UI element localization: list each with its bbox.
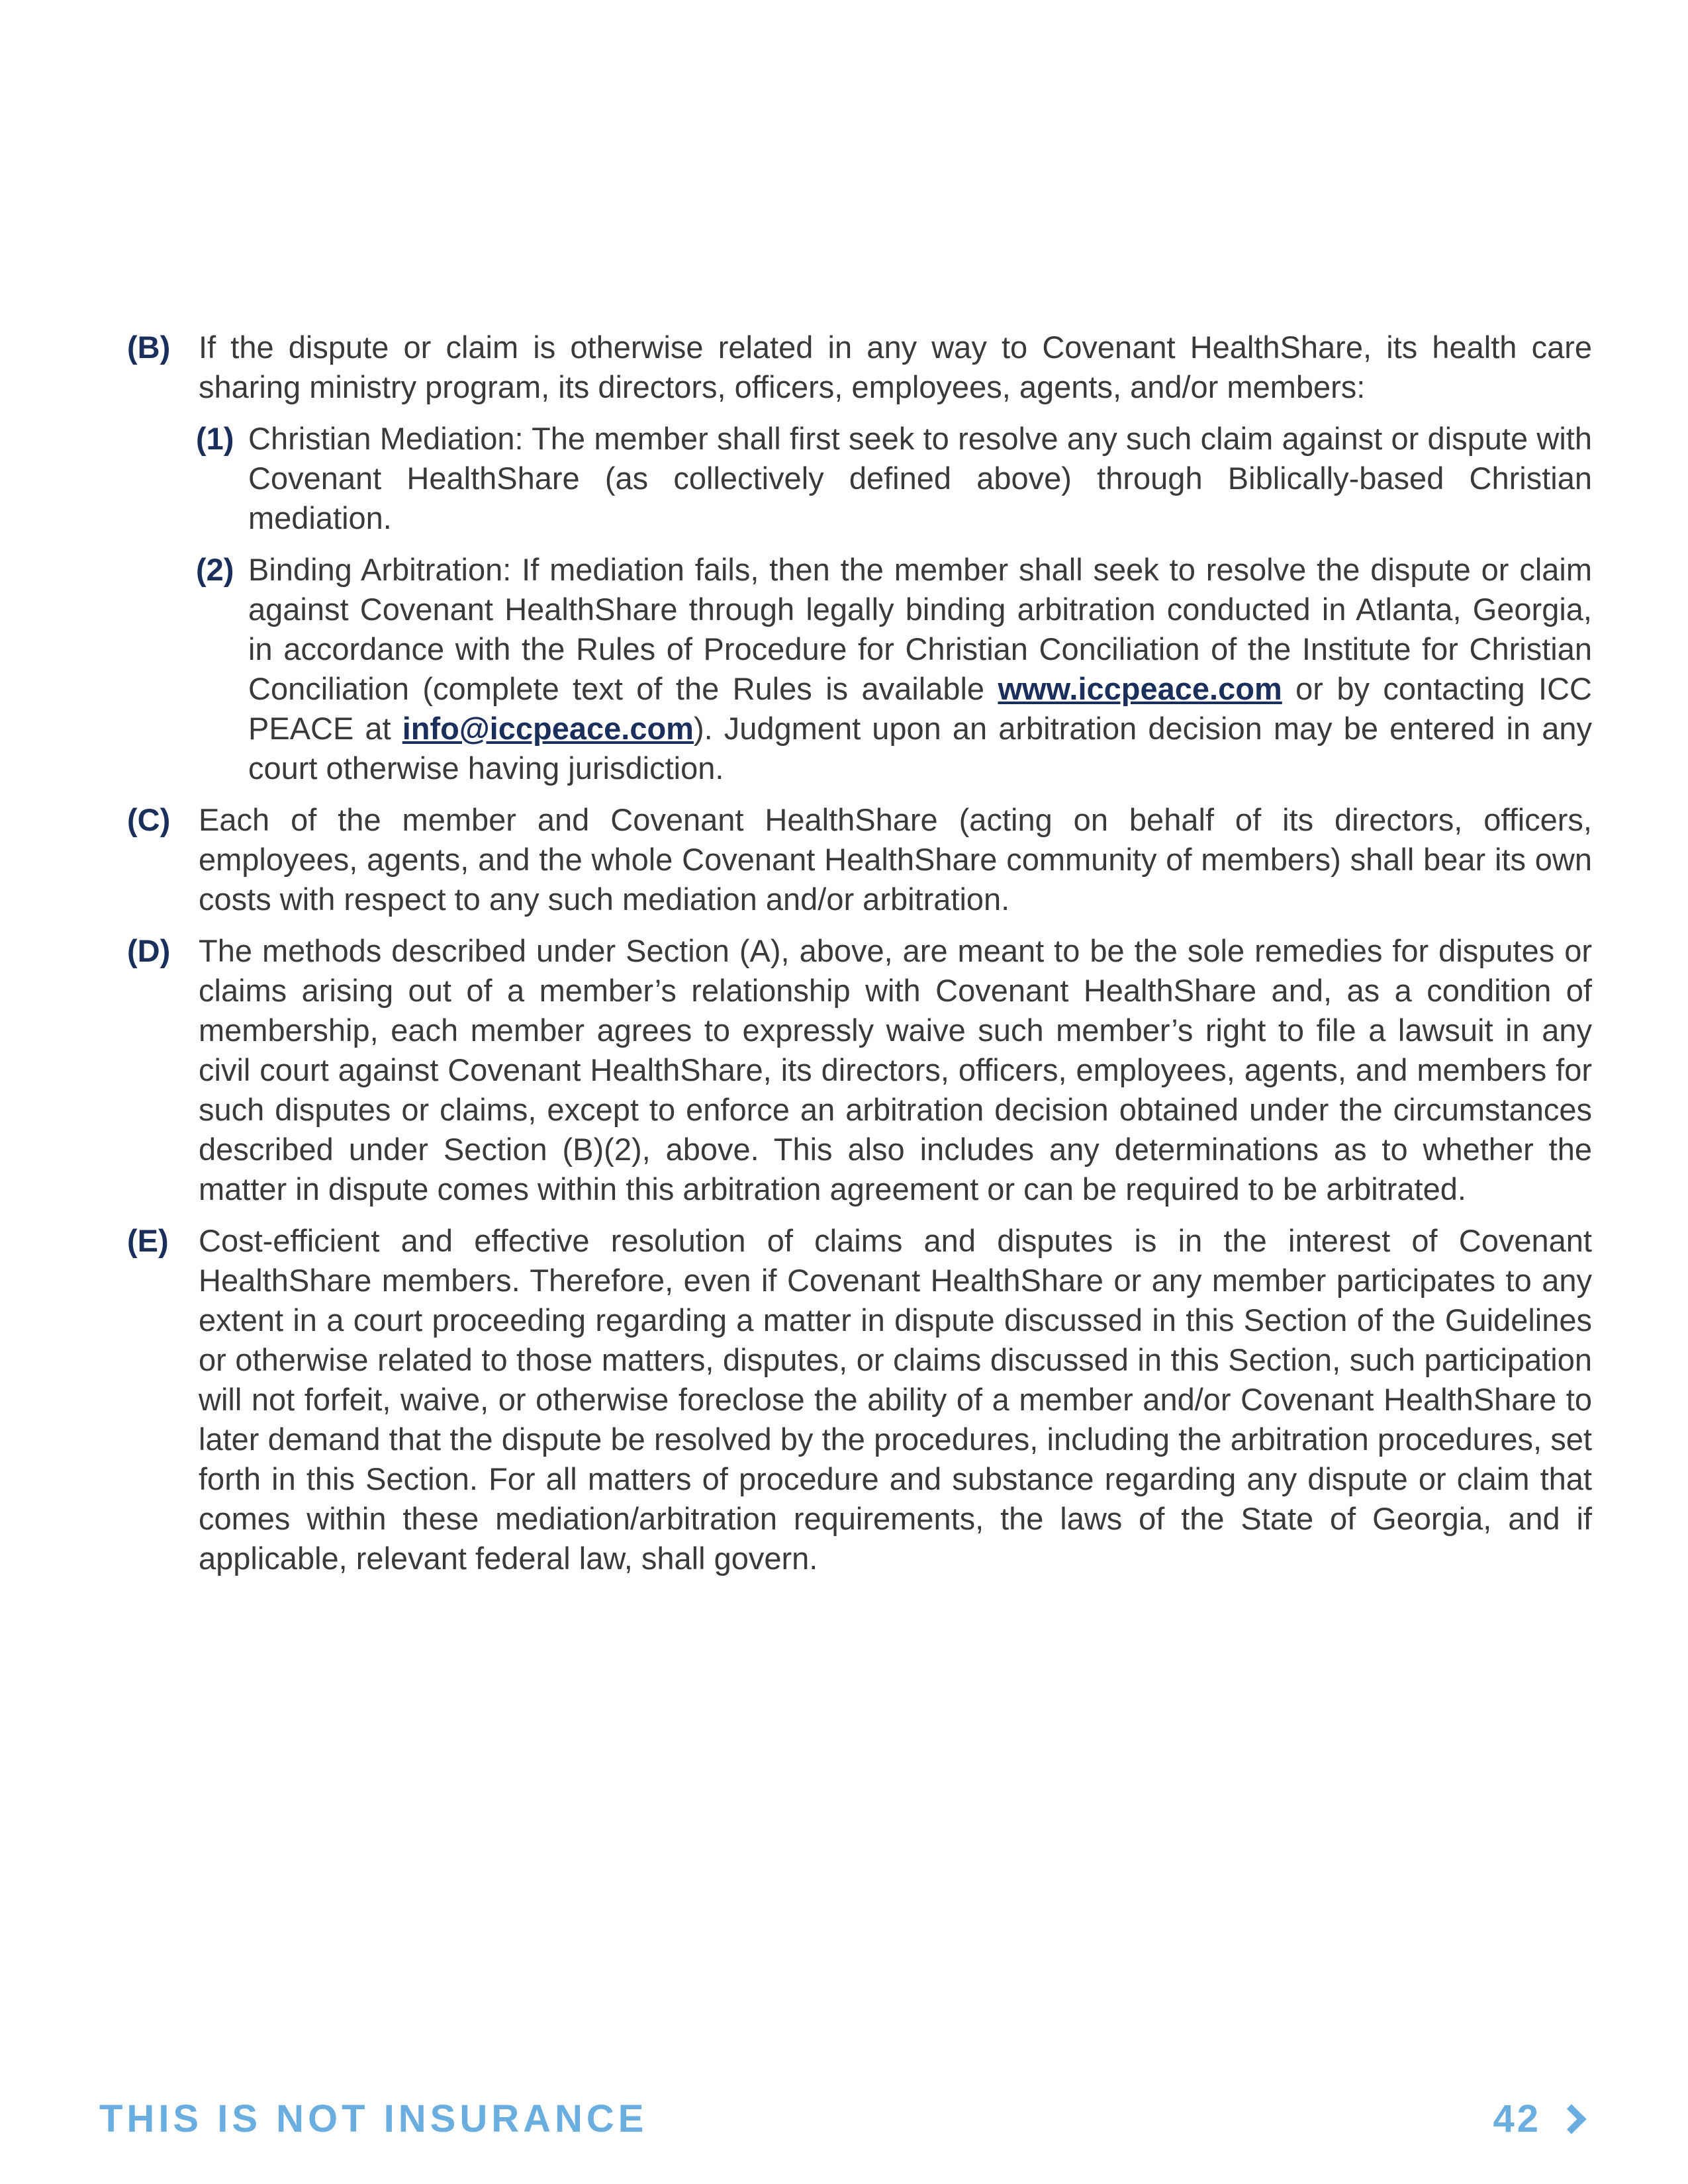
page-number: 42: [1493, 2097, 1541, 2140]
section-b-sublist: [196, 419, 1593, 788]
section-b-2: [196, 550, 1593, 788]
section-b: [99, 328, 1592, 788]
chevron-right-icon[interactable]: [1556, 2104, 1586, 2134]
section-text: [248, 550, 1592, 788]
section-b-1: [196, 419, 1592, 538]
text-segment: Binding Arbitration: If mediation fails, then the member shall seek to resolve the dispute or claim against Covenant HealthShare through legally binding arbitration conducted in Atlanta, Georgia, in accordance with the Rules of Procedure for Christian Conciliation of the Institute for Christian Conciliation (complete text of the Rules is available: [248, 552, 1592, 706]
footer-disclaimer: THIS IS NOT INSURANCE: [99, 2097, 648, 2140]
section-text: Christian Mediation: The member shall first seek to resolve any such claim against or dispute with Covenant HealthShare (as collectively defined above) through Biblically-based Christian mediation.: [248, 421, 1592, 535]
section-marker: (1): [196, 421, 234, 456]
section-e: [99, 1221, 1592, 1578]
section-text: If the dispute or claim is otherwise related in any way to Covenant HealthShare, its health care sharing ministry program, its directors, officers, employees, agents, and/or members:: [199, 330, 1592, 404]
footer-pagination: [1493, 2097, 1589, 2141]
section-text: Each of the member and Covenant HealthShare (acting on behalf of its directors, officers, employees, agents, and the whole Covenant HealthShare community of members) shall bear its own costs with respect to any such mediation and/or arbitration.: [199, 802, 1592, 917]
section-c: [99, 800, 1592, 919]
section-marker: (D): [127, 933, 171, 968]
section-text: Cost-efficient and effective resolution of claims and disputes is in the interest of Covenant HealthShare members. Therefore, even if Covenant HealthShare or any member participates to any extent in a court proceeding regarding a matter in dispute discussed in this Section of the Guidelines or otherwise related to those matters, disputes, or claims discussed in this Section, such participation will not forfeit, waive, or otherwise foreclose the ability of a member and/or Covenant HealthShare to later demand that the dispute be resolved by the procedures, including the arbitration procedures, set forth in this Section. For all matters of procedure and substance regarding any dispute or claim that comes within these mediation/arbitration requirements, the laws of the State of Georgia, and if applicable, relevant federal law, shall govern.: [199, 1223, 1592, 1576]
text-segment: ). Judgment upon an arbitration decision may be entered in any court otherwise having jurisdiction.: [248, 711, 1592, 786]
website-link[interactable]: www.iccpeace.com: [998, 671, 1282, 706]
section-marker: (C): [127, 802, 171, 837]
section-marker: (2): [196, 552, 234, 587]
text-segment: or by contacting ICC PEACE at: [248, 671, 1593, 746]
section-marker: (E): [127, 1223, 169, 1258]
section-d: [99, 931, 1592, 1209]
email-link[interactable]: info@iccpeace.com: [402, 711, 694, 746]
section-text: The methods described under Section (A), above, are meant to be the sole remedies for disputes or claims arising out of a member’s relationship with Covenant HealthShare and, as a condition of membership, each member agrees to expressly waive such member’s right to file a lawsuit in any civil court against Covenant HealthShare, its directors, officers, employees, agents, and members for such disputes or claims, except to enforce an arbitration decision obtained under the circumstances described under Section (B)(2), above. This also includes any determinations as to whether the matter in dispute comes within this arbitration agreement or can be required to be arbitrated.: [199, 933, 1592, 1206]
document-body: [99, 328, 1592, 1590]
section-marker: (B): [127, 330, 171, 365]
